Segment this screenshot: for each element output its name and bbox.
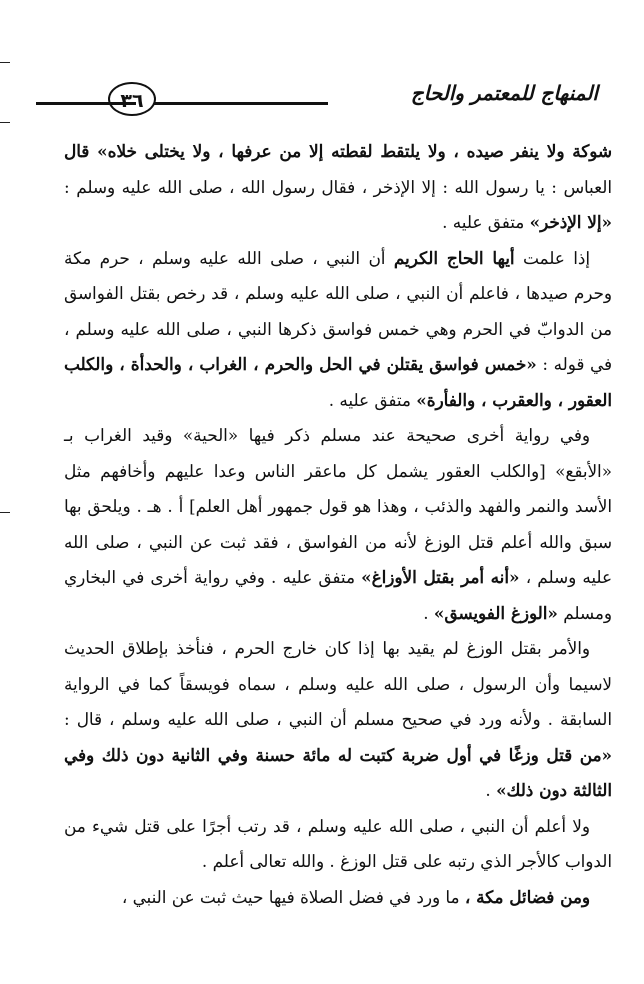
body-text: العباس : يا رسول الله : إلا الإذخر ، فقال رسول الله ، صلى الله عليه وسلم : (64, 176, 612, 197)
body-text: والأمر بقتل الوزغ لم يقيد بها إذا كان خارج الحرم ، فنأخذ بإطلاق الحديث لاسيما وأن الرسول ، صلى الله عليه وسلم ، سماه فويسقاً كما في الرواية السابقة . ولأنه ورد في صحيح مسلم أن النبي ، صلى الله عليه وسلم ، قال : (64, 638, 612, 729)
page-number: ٣٦ (108, 82, 156, 116)
body-text: ولا أعلم أن النبي ، صلى الله عليه وسلم ، قد رتب أجرًا على قتل شيء من الدواب كالأجر الذي رتبه على قتل الوزغ . والله تعالى أعلم . (64, 815, 612, 871)
paragraph-2 (64, 241, 612, 419)
paragraph-6 (64, 880, 612, 916)
body-text: أن النبي ، صلى الله عليه وسلم ، حرم مكة وحرم صيدها ، فاعلم أن النبي ، صلى الله عليه وسلم ، قد رخص بقتل الفواسق من الدوابّ في الحرم وهي خمس فواسق ذكرها النبي ، صلى الله عليه وسلم ، في قوله : (64, 247, 613, 374)
hadith-text: شوكة ولا ينفر صيده ، ولا يلتقط لقطته إلا من عرفها ، ولا يختلى خلاه» قال (64, 141, 612, 161)
emphasis-text: ومن فضائل مكة ، (464, 886, 590, 907)
paragraph-4 (64, 631, 612, 809)
header-rule (154, 102, 328, 105)
margin-mark (0, 512, 10, 513)
body-text: . (485, 780, 497, 800)
body-text: . (423, 602, 434, 623)
body-text: متفق عليه . (328, 389, 417, 410)
running-header (36, 78, 598, 124)
page-body (64, 134, 612, 915)
paragraph-3 (64, 418, 612, 631)
hadith-quote: «إلا الإذخر» (529, 212, 612, 232)
margin-mark (0, 62, 10, 63)
body-text: متفق عليه . وفي رواية أخرى في البخاري ومسلم (64, 567, 612, 623)
body-text: ما ورد في فضل الصلاة فيها حيث ثبت عن النبي ، (121, 886, 465, 907)
header-rule-end (36, 102, 136, 105)
body-text: وفي رواية أخرى صحيحة عند مسلم ذكر فيها «الحية» وقيد الغراب بـ «الأبقع» [والكلب العقور يشمل كل ماعقر الناس وعدا عليهم وأخافهم مثل الأسد والنمر والفهد والذئب ، وهذا هو قول جمهور أهل العلم] أ . هـ . ويلحق بها سبق والله أعلم قتل الوزغ لأنه من الفواسق ، فقد ثبت عن النبي ، صلى الله عليه وسلم ، (64, 425, 613, 587)
margin-mark (0, 122, 10, 123)
paragraph-1 (64, 134, 612, 241)
hadith-quote: «من قتل وزغًا في أول ضربة كتبت له مائة حسنة وفي الثانية دون ذلك وفي الثالثة دون ذلك» (64, 744, 612, 800)
body-text: متفق عليه . (442, 212, 530, 232)
body-text: إذا علمت (514, 247, 591, 268)
hadith-quote: «أنه أمر بقتل الأوزاغ» (361, 567, 520, 587)
header-title: المنهاج للمعتمر والحاج (410, 81, 598, 105)
hadith-quote: «خمس فواسق يقتلن في الحل والحرم ، الغراب ، والحدأة ، والكلب العقور ، والعقرب ، والفأرة» (64, 354, 612, 410)
paragraph-5 (64, 809, 612, 880)
emphasis-text: أيها الحاج الكريم (393, 247, 515, 268)
hadith-quote: «الوزغ الفويسق» (433, 602, 558, 623)
